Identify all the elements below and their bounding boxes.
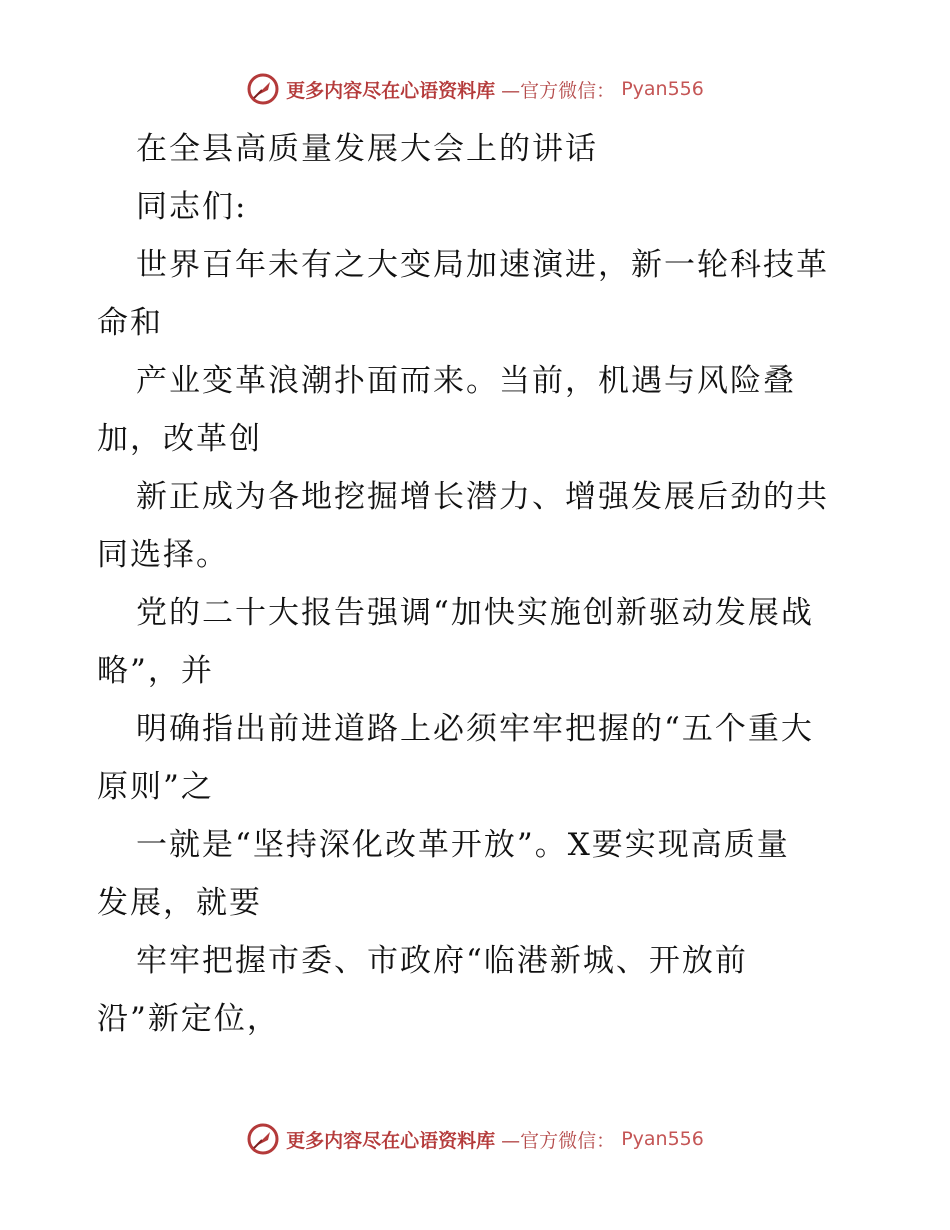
watermark-wechat-label: —官方微信： xyxy=(501,79,616,102)
footer-watermark xyxy=(0,1122,950,1156)
watermark-site-name: 更多内容尽在心语资料库 xyxy=(286,79,496,102)
watermark-wechat-label: —官方微信： xyxy=(501,1129,616,1152)
text-line: 新正成为各地挖掘增长潜力、增强发展后劲的共 xyxy=(136,479,829,515)
text-line: 命和 xyxy=(97,305,163,341)
text-line: 发展，就要 xyxy=(97,885,262,921)
watermark-site-name: 更多内容尽在心语资料库 xyxy=(286,1129,496,1152)
watermark-wechat-id: Pyan556 xyxy=(621,78,704,100)
text-line: 加，改革创 xyxy=(97,421,262,457)
text-line: 在全县高质量发展大会上的讲话 xyxy=(136,131,598,167)
text-line: 党的二十大报告强调“加快实施创新驱动发展战 xyxy=(136,595,814,631)
text-line: 牢牢把握市委、市政府“临港新城、开放前 xyxy=(136,943,748,979)
document-body xyxy=(97,120,857,1048)
text-line: 原则”之 xyxy=(97,769,214,805)
text-line: 沿”新定位， xyxy=(97,1001,280,1037)
watermark-wechat-id: Pyan556 xyxy=(621,1128,704,1150)
text-line: 世界百年未有之大变局加速演进，新一轮科技革 xyxy=(136,247,829,283)
text-line: 明确指出前进道路上必须牢牢把握的“五个重大 xyxy=(136,711,814,747)
text-line: 略”，并 xyxy=(97,653,214,689)
feather-logo-icon xyxy=(246,1122,280,1156)
text-line: 同志们: xyxy=(136,189,248,225)
text-line: 产业变革浪潮扑面而来。当前，机遇与风险叠 xyxy=(136,363,796,399)
text-line: 同选择。 xyxy=(97,537,229,573)
header-watermark xyxy=(0,72,950,106)
text-line: 一就是“坚持深化改革开放”。X要实现高质量 xyxy=(136,827,790,863)
feather-logo-icon xyxy=(246,72,280,106)
